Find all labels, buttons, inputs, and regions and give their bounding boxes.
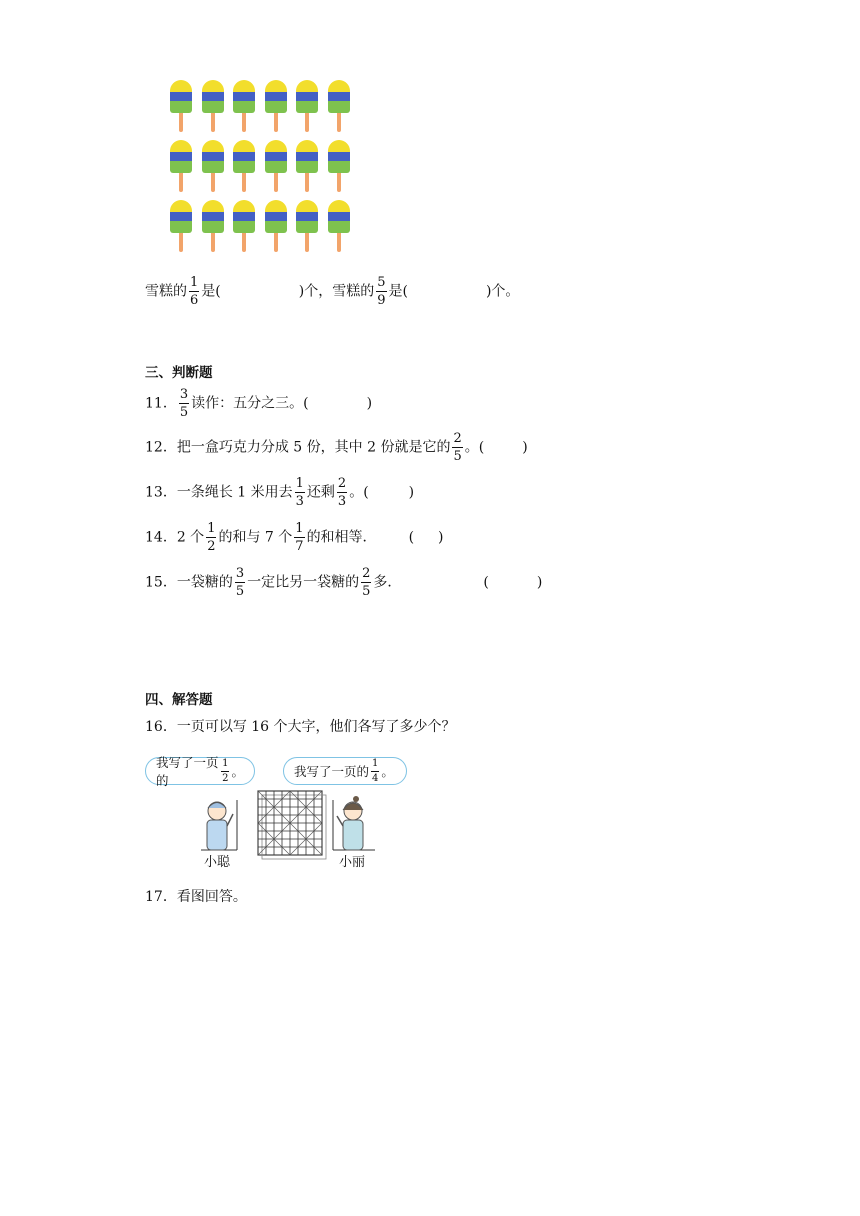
popsicle-icon — [202, 200, 224, 254]
q16-illustration — [145, 786, 410, 870]
question-11 — [145, 388, 372, 419]
question-text: 多． — [373, 574, 402, 591]
fraction-denominator: 5 — [362, 584, 371, 599]
popsicle-icon — [170, 80, 192, 134]
fraction-denominator: 5 — [235, 584, 245, 599]
bracket-close: ) — [408, 484, 415, 501]
q14-fraction-2 — [294, 522, 304, 553]
name-label-girl: 小丽 — [339, 855, 366, 870]
question-number: 17． — [145, 889, 177, 905]
question-12 — [145, 432, 528, 463]
question-text: 。( — [464, 439, 485, 456]
q15-fraction-2 — [361, 567, 371, 598]
popsicle-icon — [296, 140, 318, 194]
question-number: 11． — [145, 395, 177, 412]
q15-fraction-1 — [235, 567, 245, 598]
fraction-denominator: 7 — [295, 539, 304, 554]
popsicle-icon — [328, 200, 350, 254]
q10-text: )个。 — [485, 283, 520, 300]
name-label-boy: 小聪 — [204, 855, 231, 870]
popsicle-icon — [202, 140, 224, 194]
fraction-numerator: 3 — [179, 387, 189, 402]
popsicle-icon — [233, 140, 255, 194]
popsicle-icon — [233, 200, 255, 254]
q10-fraction-2 — [376, 276, 386, 307]
question-number: 13． — [145, 484, 177, 501]
bracket-close: ) — [536, 574, 543, 591]
speech-bubble-2 — [283, 757, 407, 785]
bubble-text: 。 — [381, 764, 394, 779]
q10-text: 是( — [388, 283, 408, 300]
question-text: 还剩 — [306, 484, 335, 501]
question-number: 12． — [145, 439, 177, 456]
question-number: 16． — [145, 719, 177, 735]
fraction-denominator: 5 — [179, 405, 189, 420]
q13-fraction-1 — [295, 477, 305, 508]
question-17 — [145, 886, 247, 906]
question-text: 看图回答。 — [176, 889, 247, 905]
question-text: 的和与 7 个 — [218, 529, 293, 546]
fraction-numerator: 5 — [377, 275, 386, 290]
popsicle-icon — [265, 80, 287, 134]
popsicle-icon — [296, 200, 318, 254]
bracket-close: ) — [438, 529, 444, 546]
fraction-numerator: 2 — [453, 431, 462, 446]
fraction-denominator: 2 — [222, 772, 229, 784]
q10-line — [145, 276, 519, 307]
question-text: 读作：五分之三。( — [191, 395, 309, 412]
bracket-close: ) — [522, 439, 528, 456]
question-number: 15． — [145, 574, 177, 591]
section-title: 三、判断题 — [145, 365, 213, 381]
question-text: 一袋糖的 — [176, 574, 233, 591]
question-text: 2 个 — [176, 529, 205, 546]
popsicle-icon — [233, 80, 255, 134]
q14-fraction-1 — [206, 522, 216, 553]
question-number: 14． — [145, 529, 177, 546]
popsicle-icon — [296, 80, 318, 134]
fraction-numerator: 1 — [295, 476, 304, 491]
fraction-denominator: 3 — [337, 494, 347, 509]
question-text: 一条绳长 1 米用去 — [176, 484, 293, 501]
bracket-close: ) — [366, 395, 373, 412]
girl-figure — [333, 796, 375, 850]
fraction-numerator: 1 — [207, 521, 216, 536]
popsicle-icon — [170, 140, 192, 194]
q13-fraction-2 — [337, 477, 347, 508]
fraction-numerator: 3 — [235, 566, 245, 581]
popsicle-icon — [202, 80, 224, 134]
fraction-numerator: 1 — [371, 759, 379, 772]
fraction-denominator: 2 — [207, 539, 216, 554]
fraction-denominator: 5 — [453, 449, 462, 464]
bubble-text: 我写了一页的 — [294, 764, 370, 779]
q10-fraction-1 — [189, 276, 199, 307]
popsicle-icon — [328, 140, 350, 194]
q10-prefix: 雪糕的 — [145, 283, 187, 300]
fraction-denominator: 4 — [372, 772, 379, 784]
bracket-open: ( — [483, 574, 489, 591]
bubble-fraction — [221, 759, 229, 784]
bubble-text: 。 — [231, 764, 244, 779]
fraction-numerator: 1 — [190, 275, 199, 290]
fraction-numerator: 1 — [295, 521, 304, 536]
question-text: 一页可以写 16 个大字，他们各写了多少个？ — [176, 719, 456, 735]
boy-figure — [201, 800, 237, 850]
question-text: 把一盒巧克力分成 5 份，其中 2 份就是它的 — [176, 439, 451, 456]
popsicle-icon — [170, 200, 192, 254]
fraction-denominator: 6 — [190, 293, 199, 308]
question-text: 一定比另一袋糖的 — [247, 574, 360, 591]
question-text: 。( — [349, 484, 369, 501]
bracket-open: ( — [408, 529, 415, 546]
q10-text: )个，雪糕的 — [298, 283, 375, 300]
q11-fraction — [179, 388, 189, 419]
fraction-numerator: 1 — [221, 759, 229, 772]
section-title: 四、解答题 — [145, 692, 213, 708]
question-14 — [145, 522, 444, 553]
fraction-denominator: 3 — [295, 494, 304, 509]
question-13 — [145, 477, 414, 508]
fraction-numerator: 2 — [362, 566, 371, 581]
fraction-denominator: 9 — [377, 293, 386, 308]
bubble-text: 我写了一页的 — [156, 755, 219, 788]
bubble-fraction — [371, 759, 379, 784]
q12-fraction — [452, 432, 462, 463]
speech-bubble-1 — [145, 755, 255, 788]
popsicle-icon — [265, 200, 287, 254]
question-text: 的和相等． — [306, 529, 377, 546]
writing-grid — [258, 791, 326, 859]
q10-text: 是( — [201, 283, 221, 300]
popsicle-icon — [328, 80, 350, 134]
popsicle-icon — [265, 140, 287, 194]
fraction-numerator: 2 — [337, 476, 347, 491]
question-16 — [145, 716, 456, 736]
question-15 — [145, 567, 542, 598]
